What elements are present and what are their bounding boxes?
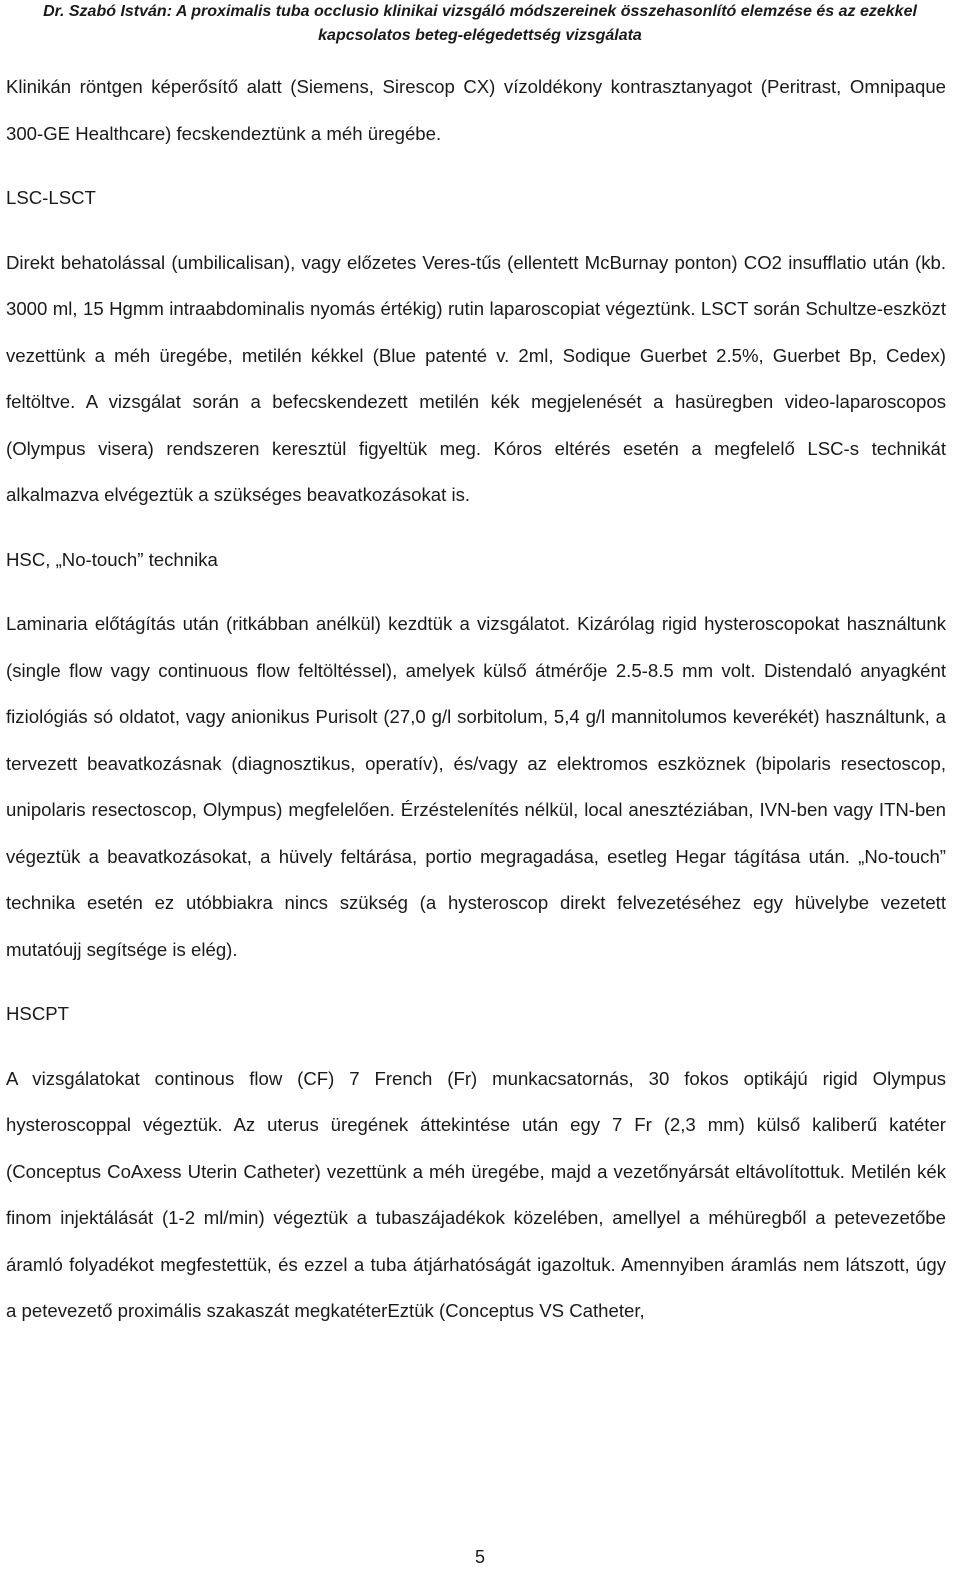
paragraph-lsc-sentence-1: Direkt behatolással (umbilicalisan), vagy előzetes Veres-tűs (ellentett McBurnay ponton) CO2 insufflatio után (kb. 3000 ml, 15 Hgmm intraabdominalis nyomás értékig) rutin laparoscopiat végeztünk. bbox=[6, 251, 946, 319]
paragraph-intro: Klinikán röntgen képerősítő alatt (Siemens, Sirescop CX) vízoldékony kontrasztanyagot (Peritrast, Omnipaque 300-GE Healthcare) fecskendeztünk a méh üregébe. bbox=[6, 76, 946, 144]
running-header bbox=[0, 0, 960, 48]
running-header-line-1: Dr. Szabó István: A proximalis tuba occlusio klinikai vizsgáló módszereinek összehasonlító elemzése és az ezekkel bbox=[43, 3, 917, 20]
paragraph-hscpt: A vizsgálatokat continous flow (CF) 7 French (Fr) munkacsatornás, 30 fokos optikájú rigid Olympus hysteroscoppal végeztük. Az uterus üregének áttekintése után egy 7 Fr (2,3 mm) külső kaliberű katéter (Conceptus CoAxess Uterin Catheter) vezettünk a méh üregébe, majd a vezetőnyársát eltávolítottuk. Metilén kék finom injektálását (1-2 ml/min) végeztük a tubaszájadékok közelében, amellyel a méhüregből a petevezetőbe áramló folyadékot megfestettük, és ezzel a tuba átjárhatóságát igazoltuk. Amennyiben áramlás nem látszott, úgy a petevezető proximális szakaszát megkatéterEztük (Conceptus VS Catheter, bbox=[6, 1067, 946, 1321]
section-heading-hsc-no-touch: HSC, „No-touch” technika bbox=[6, 548, 218, 570]
section-heading-lsc-lsct: LSC-LSCT bbox=[6, 187, 96, 208]
paragraph-lsc-procedure bbox=[6, 240, 946, 519]
paragraph-lsct-sentences: LSCT során Schultze-eszközt vezettünk a méh üregébe, metilén kékkel (Blue patenté v. 2ml, Sodique Guerbet 2.5%, Guerbet Bp, Cedex) feltöltve. A vizsgálat során a befecskendezett metilén kék megjelenését a hasüregben video-laparoscopos (Olympus visera) rendszeren keresztül figyeltük meg. Kóros eltérés esetén a megfelelő LSC-s technikát alkalmazva elvégeztük a szükséges beavatkozásokat is. bbox=[6, 298, 946, 505]
running-header-line-2: kapcsolatos beteg-elégedettség vizsgálata bbox=[318, 27, 642, 44]
paragraph-hsc: Laminaria előtágítás után (ritkábban anélkül) kezdtük a vizsgálatot. Kizárólag rigid hysteroscopokat használtunk (single flow vagy continuous flow feltöltéssel), amelyek külső átmérője 2.5-8.5 mm volt. Distendaló anyagként fiziológiás só oldatot, vagy anionikus Purisolt (27,0 g/l sorbitolum, 5,4 g/l mannitolumos keverékét) használtunk, a tervezett beavatkozásnak (diagnosztikus, operatív), és/vagy az elektromos eszköznek (bipolaris resectoscop, unipolaris resectoscop, Olympus) megfelelően. Érzéstelenítés nélkül, local anesztéziában, IVN-ben vagy ITN-ben végeztük a beavatkozásokat, a hüvely feltárása, portio megragadása, esetleg Hegar tágítása után. „No-touch” technika esetén ez utóbbiakra nincs szükség (a hysteroscop direkt felvezetéséhez egy hüvelybe vezetett mutatóujj segítsége is elég). bbox=[6, 613, 946, 960]
document-body bbox=[6, 64, 946, 1335]
section-heading-hscpt: HSCPT bbox=[6, 1003, 70, 1024]
page-number: 5 bbox=[474, 1547, 485, 1567]
